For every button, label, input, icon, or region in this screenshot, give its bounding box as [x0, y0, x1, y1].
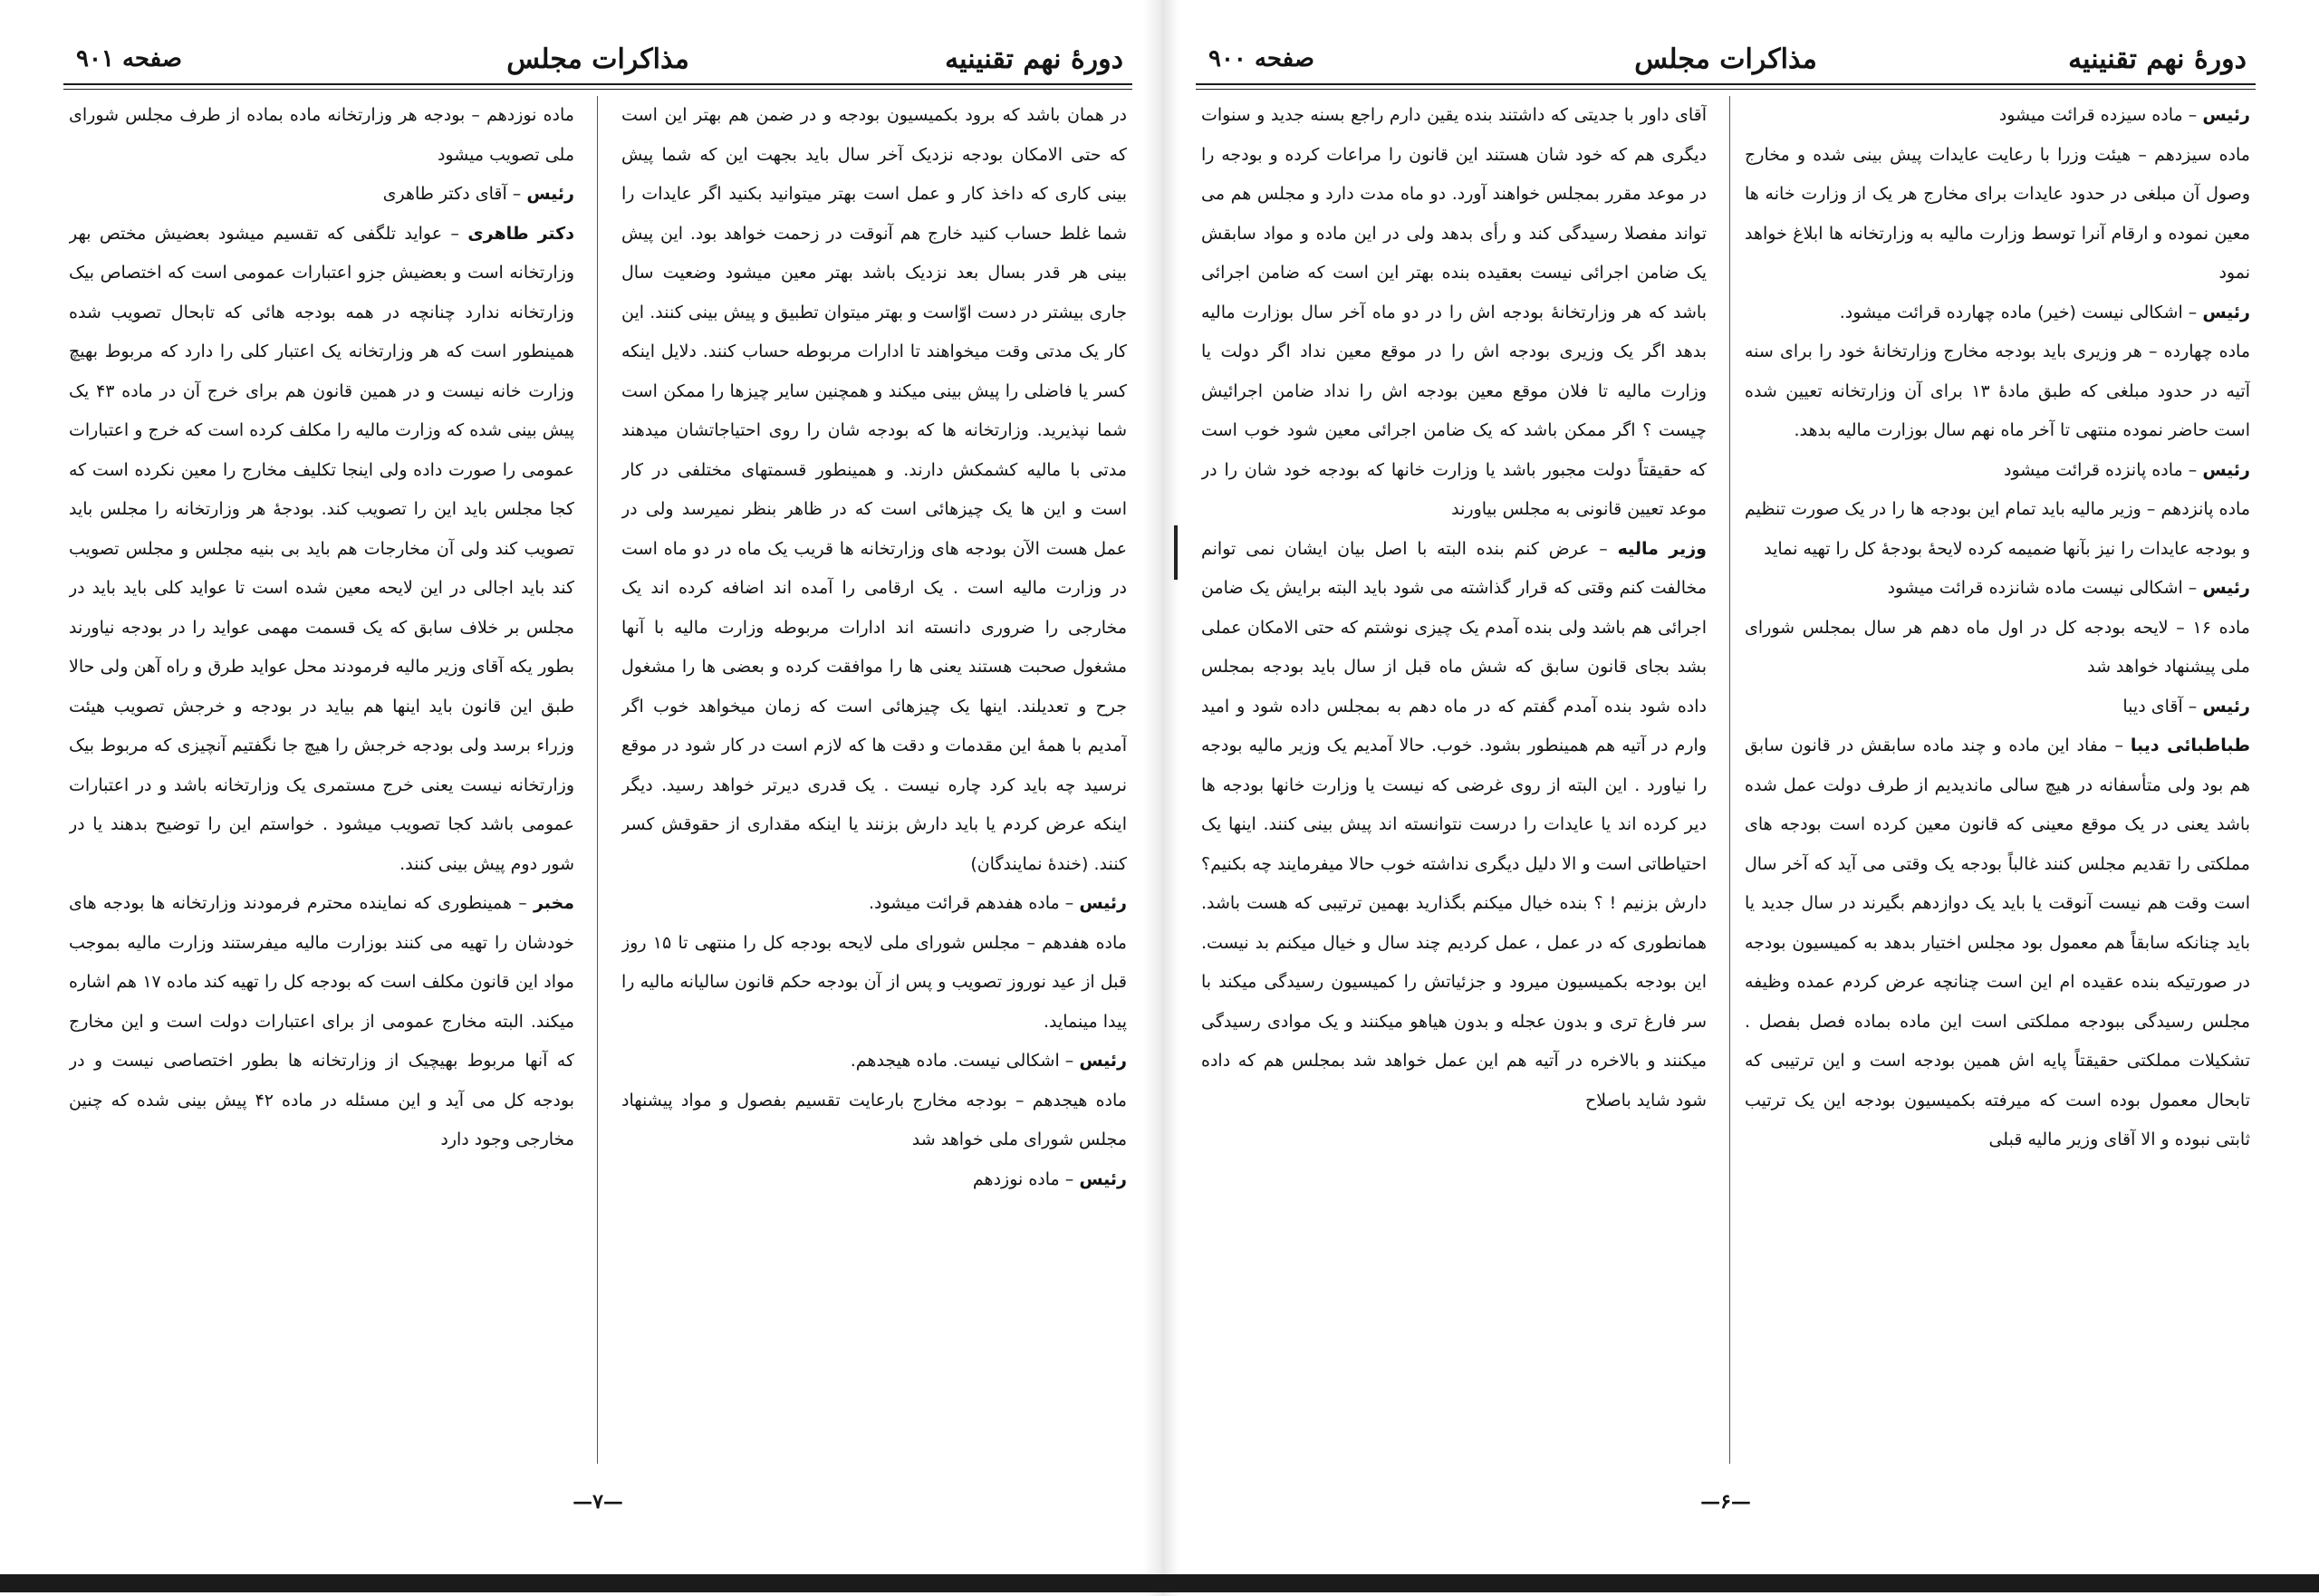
speaker-name: رئیس: [1079, 1051, 1127, 1071]
paragraph: [1745, 293, 2250, 333]
column-divider: [1729, 96, 1730, 1464]
left-page: [63, 0, 1132, 1596]
header-page-number: صفحه ۹۰۱: [76, 45, 182, 72]
left-column: [1201, 96, 1707, 1464]
paragraph-text: – ماده نوزدهم: [972, 1168, 1080, 1189]
paragraph-text: – اشکالی نیست. ماده هیجدهم.: [850, 1051, 1080, 1071]
paragraph-text: ماده پانزدهم – وزیر مالیه باید تمام این بودجه ها را در یک صورت تنظیم و بودجه عایدات را نیز بآنها ضمیمه کرده لایحهٔ بودجهٔ کل را تهیه نماید: [1745, 499, 2250, 559]
header-session: دورهٔ نهم تقنینیه: [2068, 43, 2247, 75]
paragraph: [621, 884, 1127, 924]
paragraph-text: – ماده هفدهم قرائت میشود.: [868, 893, 1080, 913]
speaker-name: رئیس: [2202, 696, 2250, 716]
paragraph: [621, 96, 1127, 884]
page-header: [63, 43, 1132, 82]
speaker-name: مخبر: [533, 893, 574, 913]
speaker-name: دکتر طاهری: [467, 223, 574, 244]
speaker-name: طباطبائی دیبا: [2130, 736, 2250, 755]
paragraph-text: آقای داور با جدیتی که داشتند بنده یقین دارم راجع بسنه جدید و سنوات دیگری هم که خود شان هستند این قانون را مراعات کرده و بودجه را در موعد مقرر بمجلس خواهند آورد. دو ماه مدت دارد و مجلس هم می تواند مفصلا رسیدگی کند و رأی بدهد ولی در این ماده و مواد سابقش یک ضامن اجرائی نیست بعقیده بنده بهتر این است که ضامن اجرائی باشد که هر وزارتخانهٔ بودجه اش را در دو ماه آخر سال بوزارت مالیه بدهد اگر یک وزیری بودجه اش را در موقع معین نداد اگر دولت یا وزارت مالیه تا فلان موقع معین بودجه اش را نداد ضامن اجرائیش چیست ؟ اگر ممکن باشد که یک ضامن اجرائی معین شود خوب است که حقیقتاً دولت مجبور باشد یا وزارت خانها که بودجه خود شان را در موعد تعیین قانونی به مجلس بیاورند: [1201, 105, 1707, 519]
paragraph: [1745, 136, 2250, 293]
paragraph-text: – مفاد این ماده و چند ماده سابقش در قانون سابق هم بود ولی متأسفانه در هیچ سالی ماندیدیم از طرف دولت عمل شده باشد یعنی در یک موقع معینی که قانون معین کرده است بودجه های مملکتی را تقدیم مجلس کنند غالباً بودجه یک وقتی می آید که آخر سال است وقت هم نیست آنوقت یا باید یک دوازدهم بگیرند در سال جدید یا باید چنانکه سابقاً هم معمول بود مجلس اختیار بدهد به کمیسیون بودجه در صورتیکه بنده عقیده ام این است چنانچه عرض کردم عمده وظیفه مجلس رسیدگی ببودجه مملکتی است این ماده بماده فصل بفصل . تشکیلات مملکتی حقیقتاً پایه اش همین بودجه است و این ترتیبی که تابحال معمول بوده است که میرفته بکمیسیون بودجه این یک ترتیب ثابتی نبوده و الا آقای وزیر مالیه قبلی: [1745, 736, 2250, 1149]
book-gutter: [1143, 0, 1179, 1596]
text-columns: [63, 96, 1132, 1464]
speaker-name: رئیس: [2202, 105, 2250, 125]
page-header: [1196, 43, 2256, 82]
paragraph-text: ماده سیزدهم – هیئت وزرا با رعایت عایدات پیش بینی شده و مخارج وصول آن مبلغی در حدود عایدات برای مخارج هر یک از وزارت خانه ها معین نموده و ارقام آنرا توسط وزارت مالیه به وزارتخانه ها ابلاغ خواهد نمود: [1745, 144, 2250, 283]
paragraph-text: – همینطوری که نماینده محترم فرمودند وزارتخانه ها بودجه های خودشان را تهیه می کنند بوزارت مالیه میفرستند وزارت مالیه بموجب مواد این قانون مکلف است که بودجه کل را تهیه کند ماده ۱۷ هم اشاره میکند. البته مخارج عمومی از برای اعتبارات دولت است و این مخارج که آنها مربوط بهیچیک از وزارتخانه ها بطور اختصاصی نیست و در بودجه کل می آید و این مسئله در ماده ۴۲ پیش بینی شده که چنین مخارجی وجود دارد: [69, 893, 574, 1149]
paragraph: [1745, 451, 2250, 491]
paragraph-text: ماده نوزدهم – بودجه هر وزارتخانه ماده بماده از طرف مجلس شورای ملی تصویب میشود: [69, 105, 574, 165]
text-columns: [1196, 96, 2256, 1464]
paragraph-text: – آقای دکتر طاهری: [382, 184, 527, 204]
right-column: [1745, 96, 2250, 1464]
paragraph: [1745, 332, 2250, 451]
header-session: دورهٔ نهم تقنینیه: [945, 43, 1123, 75]
speaker-name: وزیر مالیه: [1617, 538, 1707, 559]
paragraph-text: – عواید تلگفی که تقسیم میشود بعضیش مختص بهر وزارتخانه است و بعضیش جزو اعتبارات عمومی است که اختصاص بیک وزارتخانه ندارد چنانچه در همه بودجه هائی که تابحال تصویب شده همینطور است که هر وزارتخانه یک اعتبار کلی را دارد که مربوط بهیچ وزارت خانه نیست و در همین قانون هم برای خرج آن در ماده ۴۳ یک پیش بینی شده که وزارت مالیه را مکلف کرده است که خرج و اعتبارات عمومی را صورت داده ولی اینجا تکلیف مخارج را معین نکرده است که کجا مجلس باید این را تصویب کند. بودجهٔ هر وزارتخانه را مجلس باید تصویب کند ولی آن مخارجات هم باید بی بنیه مجلس و مجلس تصویب کند باید اجالی در این لایحه معین شده است تا عواید کلی باید باید در مجلس بر خلاف سابق که یک قسمت مهمی عواید را در بودجه نیاورند بطور یکه آقای وزیر مالیه فرمودند محل عواید طرق و راه آهن ولی حالا طبق این قانون باید اینها هم بیاید در بودجه و خرجش تصویب هیئت وزراء برسد ولی بودجه خرجش را هیچ جا نگفتیم آنچیزی که مربوط بیک وزارتخانه نیست یعنی خرج مستمری یک وزارتخانه باشد و در اعتبارات عمومی باشد کجا تصویب میشود . خواستم این را توضیح بدهند یا در شور دوم پیش بینی کنند.: [69, 223, 574, 874]
paragraph: [621, 1082, 1127, 1160]
header-rule: [63, 83, 1132, 90]
paragraph: [621, 1042, 1127, 1082]
right-page: [1196, 0, 2256, 1596]
header-title: مذاکرات مجلس: [1634, 43, 1817, 75]
speaker-name: رئیس: [2202, 302, 2250, 322]
paragraph: [1745, 490, 2250, 569]
speaker-name: رئیس: [2202, 459, 2250, 480]
column-divider: [597, 96, 598, 1464]
paragraph-text: ماده هفدهم – مجلس شورای ملی لایحه بودجه کل را منتهی تا ۱۵ روز قبل از عید نوروز تصویب و پس از آن بودجه حکم قانون سالیانه مالیه را پیدا مینماید.: [621, 932, 1127, 1032]
paragraph-text: ماده ۱۶ – لایحه بودجه کل در اول ماه دهم هر سال بمجلس شورای ملی پیشنهاد خواهد شد: [1745, 617, 2250, 677]
paragraph: [1201, 530, 1707, 1121]
header-rule: [1196, 83, 2256, 90]
paragraph: [1201, 96, 1707, 530]
paragraph: [69, 884, 574, 1160]
paragraph-text: – ماده پانزده قرائت میشود: [2004, 459, 2203, 480]
scan-bottom-edge: [0, 1574, 2319, 1592]
paragraph-text: – ماده سیزده قرائت میشود: [1998, 105, 2203, 125]
paragraph: [1745, 96, 2250, 136]
page-footer-number: —۶—: [1700, 1490, 1751, 1514]
gutter-mark: [1174, 525, 1178, 580]
paragraph: [1745, 609, 2250, 687]
paragraph: [621, 924, 1127, 1043]
paragraph-text: – اشکالی نیست ماده شانزده قرائت میشود: [1887, 578, 2203, 598]
paragraph: [69, 175, 574, 215]
left-column: [69, 96, 574, 1464]
speaker-name: رئیس: [1079, 1168, 1127, 1189]
paragraph: [1745, 726, 2250, 1160]
paragraph-text: ماده چهارده – هر وزیری باید بودجه مخارج وزارتخانهٔ خود را برای سنه آتیه در حدود مبلغی که طبق مادهٔ ۱۳ برای آن وزارتخانه تعیین شده است حاضر نموده منتهی تا آخر ماه نهم سال بوزارت مالیه بدهد.: [1745, 341, 2250, 440]
page-footer-number: —۷—: [573, 1490, 623, 1514]
speaker-name: رئیس: [2202, 578, 2250, 598]
paragraph-text: در همان باشد که برود بکمیسیون بودجه و در ضمن هم بهتر این است که حتی الامکان بودجه نزدیک آخر سال باید بجهت این که شما پیش بینی کاری که داخذ کار و عمل است بهتر میتوانید بکنید اگر عایدات را شما غلط حساب کنید خارج هم آنوقت در زحمت خواهد بود. این پیش بینی هر قدر بسال بعد نزدیک باشد بهتر معین میشود وضعیت سال جاری بیشتر در دست اوّاست و بهتر میتوان تطبیق و پیش بینی کنند. این کار یک مدتی وقت میخواهند تا ادارات مربوطه حساب کنند. دلایل اینکه کسر یا فاضلی را پیش بینی میکند و همچنین سایر چیزها را ممکن است شما نپذیرید. وزارتخانه ها که بودجه شان را روی احتیاجاتشان میدهند مدتی با مالیه کشمکش دارند. و همینطور قسمتهای مختلفی در کار است و این ها یک چیزهائی است که در ظاهر بنظر نمیرسد ولی در عمل هست الآن بودجه های وزارتخانه ها قریب یک ماه در دو ماه است در وزارت مالیه است . یک ارقامی را آمده اند اضافه کرده اند یک مخارجی را ضروری دانسته اند ادارات مربوطه وزارت مالیه با آنها مشغول صحبت هستند یعنی ها را موافقت کرده و بعضی ها را مشغول جرح و تعدیلند. اینها یک چیزهائی است که زمان میخواهد خوب اگر آمدیم با همهٔ این مقدمات و دقت ها که لازم است در کار شود در موقع نرسید چه باید کرد چاره نیست . یک قدری دیرتر خواهد رسید. دیگر اینکه عرض کردم یا باید دارش بزنند یا اینکه مقداری از حقوقش کسر کنند. (خندهٔ نمایندگان): [621, 105, 1127, 874]
paragraph: [69, 215, 574, 885]
paragraph: [621, 1160, 1127, 1200]
paragraph-text: ماده هیجدهم – بودجه مخارج بارعایت تقسیم بفصول و مواد پیشنهاد مجلس شورای ملی خواهد شد: [621, 1090, 1127, 1149]
paragraph: [1745, 569, 2250, 609]
header-title: مذاکرات مجلس: [506, 43, 689, 75]
paragraph: [1745, 687, 2250, 727]
speaker-name: رئیس: [1079, 893, 1127, 913]
paragraph-text: – عرض کنم بنده البته با اصل بیان ایشان نمی توانم مخالفت کنم وقتی که قرار گذاشته می شود باید البته برایش یک ضامن اجرائی هم باشد ولی بنده آمدم یک چیزی نوشتم که حتی الامکان عملی بشد بجای قانون سابق که شش ماه قبل از سال باید بودجه بمجلس داده شود بنده آمدم گفتم که در ماه دهم به بمجلس داده شود و امید وارم در آتیه هم همینطور بشود. خوب. حالا آمدیم یک وزیر مالیه بودجه را نیاورد . این البته از روی غرضی که نیست یا وزارت خانها بودجه ها دیر کرده اند یا عایدات را درست نتوانسته اند پیش بینی کنند. اینها یک احتیاطاتی است و الا دلیل دیگری نداشته خوب حالا میفرمایند چه بکنیم؟ دارش بزنیم ! ؟ بنده خیال میکنم بگذارید بهمین ترتیبی که هست باشد. همانطوری که در عمل ، عمل کردیم چند سال و خیال میکنم بد نیست. این بودجه بکمیسیون میرود و جزئیاتش را کمیسیون رسیدگی میکند با سر فارغ تری و بدون عجله و بدون هیاهو میکنند و یک موادی رسیدگی میکنند و بالاخره در آتیه هم این عمل خواهد شد بمجلس هم که داده شود شاید باصلاح: [1201, 538, 1707, 1110]
paragraph-text: – آقای دیبا: [2122, 696, 2203, 716]
speaker-name: رئیس: [526, 184, 574, 204]
paragraph: [69, 96, 574, 175]
right-column: [621, 96, 1127, 1464]
header-page-number: صفحه ۹۰۰: [1208, 45, 1314, 72]
paragraph-text: – اشکالی نیست (خیر) ماده چهارده قرائت میشود.: [1839, 302, 2203, 322]
